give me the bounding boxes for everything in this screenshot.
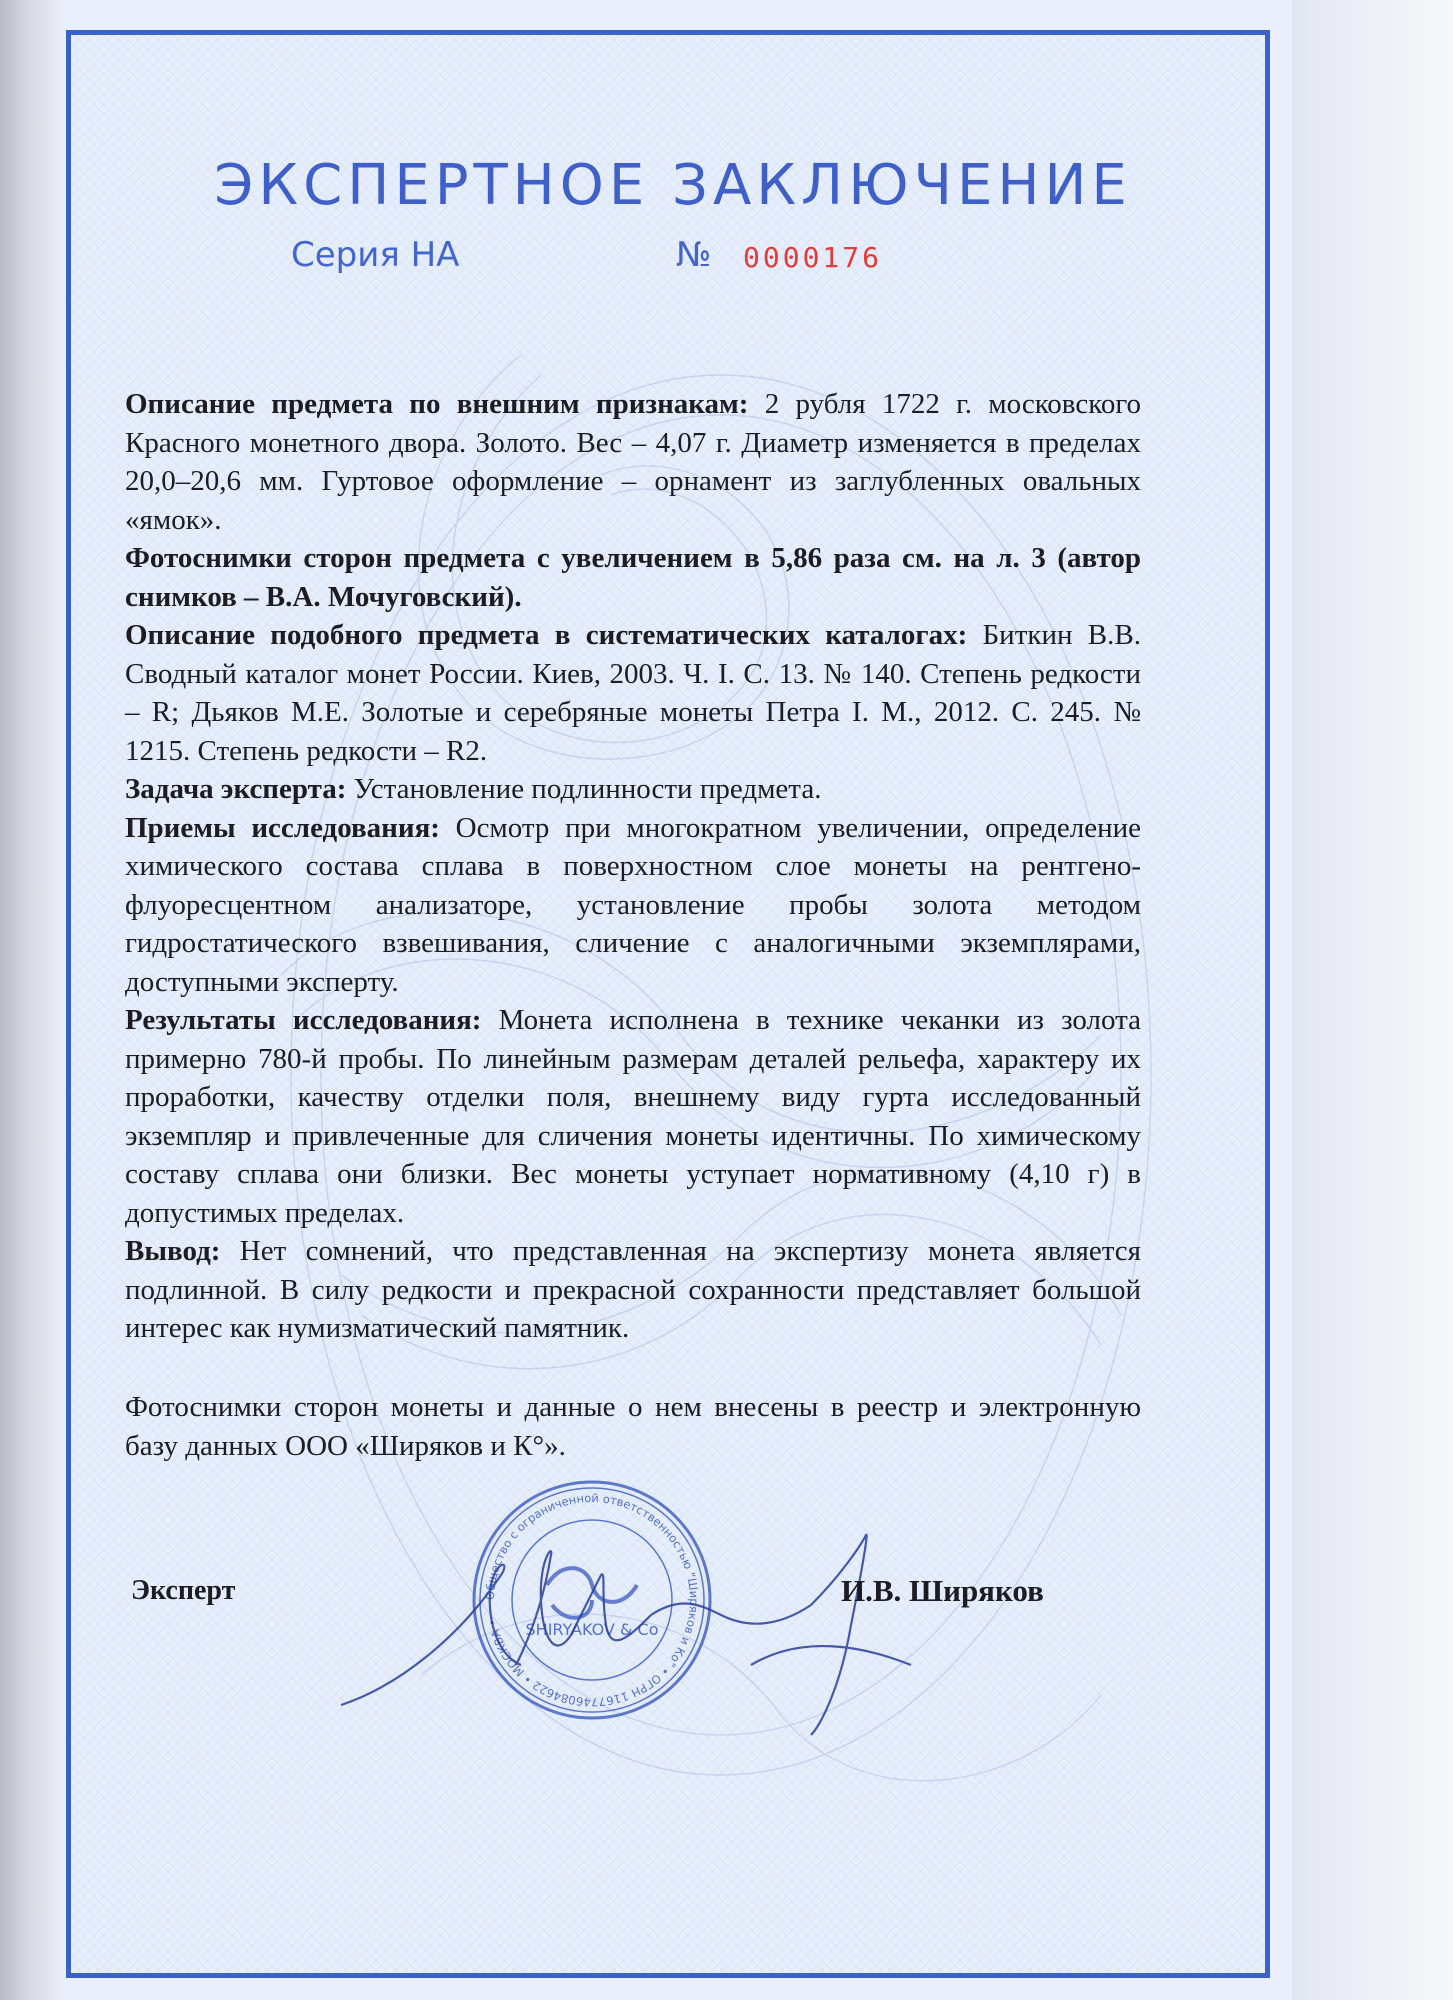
series-number-row xyxy=(71,235,1275,285)
section-label: Результаты исследования: xyxy=(125,1004,482,1036)
page-edge xyxy=(1292,0,1453,2000)
section-text: Биткин В.В. Сводный каталог монет России. Киев, 2003. Ч. I. С. 13. № 140. Степень редкости – R; Дьяков М.Е. Золотые и серебряные монеты Петра I. М., 2012. С. 245. № 1215. Степень редкости – R2. xyxy=(125,619,1141,767)
section-text: Установление подлинности предмета. xyxy=(346,773,822,805)
seal-center-text: SHIRYAKOV & Co xyxy=(525,1620,659,1639)
section-text: Осмотр при многократном увеличении, определение химического состава сплава в поверхностном слое монеты на рентгено-флуоресцентном анализаторе, установление пробы золота методом гидростатического взвешивания, сличение с аналогичными экземплярами, доступными эксперту. xyxy=(125,811,1141,998)
section-catalogs xyxy=(125,616,1141,770)
certificate-body xyxy=(125,385,1141,1348)
section-label: Вывод: xyxy=(125,1235,221,1267)
section-description xyxy=(125,385,1141,539)
section-results xyxy=(125,1001,1141,1232)
expert-role-label: Эксперт xyxy=(131,1575,236,1606)
section-label: Описание предмета по внешним признакам: xyxy=(125,388,749,420)
serial-number: 0000176 xyxy=(743,241,883,274)
series-label: Серия НА xyxy=(291,235,460,275)
section-text: Монета исполнена в технике чеканки из золота примерно 780-й пробы. По линейным размерам деталей рельефа, характеру их проработки, качеству отделки поля, внешнему виду гурта исследованный экземпляр и привлеченные для сличения монеты идентичны. По химическому составу сплава они близки. Вес монеты уступает нормативному (4,10 г) в допустимых пределах. xyxy=(125,1004,1141,1229)
certificate-frame xyxy=(66,30,1270,1978)
registry-note: Фотоснимки сторон монеты и данные о нем внесены в реестр и электронную базу данных ООО «Ширяков и К°». xyxy=(125,1391,1141,1462)
section-photos xyxy=(125,539,1141,616)
section-label: Задача эксперта: xyxy=(125,773,347,805)
section-label: Фотоснимки сторон предмета с увеличением в 5,86 раза см. на л. 3 (автор снимков – В.А. Мочуговский). xyxy=(125,542,1141,613)
section-text: 2 рубля 1722 г. московского Красного монетного двора. Золото. Вес – 4,07 г. Диаметр изменяется в пределах 20,0–20,6 мм. Гуртовое оформление – орнамент из заглубленных овальных «ямок». xyxy=(125,388,1141,536)
section-methods xyxy=(125,809,1141,1002)
section-label: Приемы исследования: xyxy=(125,811,440,844)
number-sign: № xyxy=(676,235,712,275)
section-label: Описание подобного предмета в систематических каталогах: xyxy=(125,619,968,651)
expert-name: И.В. Ширяков xyxy=(841,1573,1044,1608)
book-binding xyxy=(0,0,62,2000)
seal-ring-text: Общество с ограниченной ответственностью "Ширяков и Ко" • ОГРН 1167746084622 • МОСКВА • xyxy=(482,1490,702,1710)
section-text: Нет сомнений, что представленная на экспертизу монета является подлинной. В силу редкости и прекрасной сохранности представляет большой интерес как нумизматический памятник. xyxy=(125,1235,1141,1344)
section-task xyxy=(125,770,1141,809)
handwritten-signature xyxy=(321,1515,921,1755)
section-conclusion xyxy=(125,1232,1141,1348)
document-title: ЭКСПЕРТНОЕ ЗАКЛЮЧЕНИЕ xyxy=(214,153,1132,218)
